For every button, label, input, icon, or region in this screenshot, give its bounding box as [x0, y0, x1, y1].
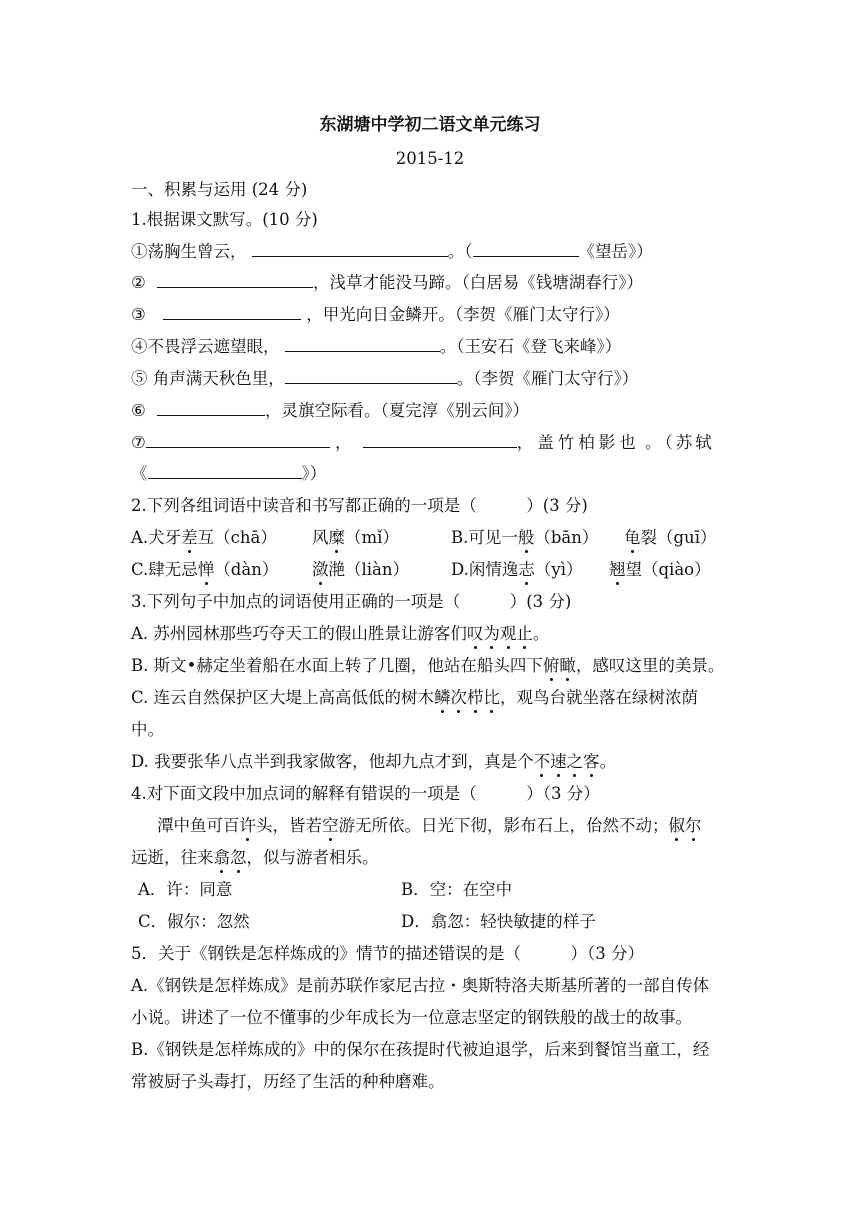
q4-option-d[interactable]: D．翕忽：轻快敏捷的样子	[401, 912, 596, 931]
q5-option-b-cont: 常被厨子头毒打，历经了生活的种种磨难。	[131, 1072, 445, 1091]
dotted-phrase	[534, 752, 600, 771]
q1-l7-comma: ，	[335, 433, 352, 452]
question-2-stem: 2.下列各组词语中读音和书写都正确的一项是（ ）(3 分)	[131, 496, 588, 515]
dotted-char: 志	[518, 560, 535, 579]
q1-l2-num: ②	[131, 273, 146, 292]
page-title: 东湖塘中学初二语文单元练习	[319, 115, 541, 135]
q1-l8-open: 《	[131, 464, 148, 483]
dotted-char: 叹	[466, 624, 484, 643]
dotted-char: 潋	[312, 560, 329, 579]
answer-blank[interactable]	[285, 368, 457, 384]
dotted-char: 客	[583, 752, 600, 771]
dotted-char: 为	[483, 624, 500, 643]
q1-l5-text: ⑤ 角声满天秋色里，	[131, 369, 285, 388]
q1-l6-num: ⑥	[131, 401, 146, 420]
dotted-phrase	[322, 816, 339, 835]
q3-option-c[interactable]: C. 连云自然保护区大堤上高高低低的树木鳞次栉比，观鸟台就坐落在绿树浓荫	[131, 688, 699, 707]
dotted-phrase	[214, 848, 247, 867]
answer-blank[interactable]	[157, 400, 265, 416]
q1-l4-text: ④不畏浮云遮望眼，	[131, 337, 280, 356]
answer-blank[interactable]	[157, 272, 313, 288]
q2-option-d[interactable]: D.闲情逸志（yì）	[451, 560, 583, 579]
q1-l1-source: 《望岳》）	[578, 242, 653, 261]
page-date: 2015-12	[395, 149, 465, 168]
dotted-phrase	[434, 688, 500, 707]
dotted-char: 糜	[328, 528, 345, 547]
q2-option-a[interactable]	[131, 528, 277, 548]
option-text: A.犬牙	[131, 528, 182, 547]
q2-option-a2: 风糜（mǐ）	[312, 528, 399, 547]
dotted-char: 速	[550, 752, 567, 771]
dotted-char: 尔	[685, 816, 702, 835]
q1-l7-num: ⑦	[131, 433, 146, 452]
dotted-char: 龟	[624, 528, 641, 547]
q1-line-1	[131, 241, 653, 262]
dotted-char: 观	[499, 624, 517, 643]
dotted-char: 惮	[197, 560, 215, 579]
dotted-char: 差	[181, 528, 198, 547]
q3-option-a[interactable]: A. 苏州园林那些巧夺天工的假山胜景让游客们叹为观止。	[131, 624, 550, 643]
dotted-phrase	[543, 656, 576, 675]
dotted-char: 次	[450, 688, 468, 707]
q5-option-b[interactable]: B.《钢铁是怎样炼成的》中的保尔在孩提时代被迫退学，后来到餐馆当童工，经	[131, 1040, 710, 1059]
answer-blank[interactable]	[473, 241, 579, 257]
option-text: 互（chā）	[197, 528, 277, 547]
q2-option-c[interactable]: C.肆无忌惮（dàn）	[131, 560, 279, 579]
q4-passage-2: 远逝，往来翕忽，似与游者相乐。	[131, 848, 379, 867]
q1-l8-close: 》）	[301, 464, 327, 483]
dotted-char: 瞰	[559, 656, 576, 675]
q1-l7-source: 。（苏轼	[645, 433, 715, 452]
q1-line-3	[131, 304, 620, 325]
q1-l1-mid: 。（	[447, 242, 473, 261]
q1-l7-text: ，盖竹柏影也	[516, 433, 640, 452]
dotted-char: 忽	[230, 848, 247, 867]
dotted-char: 鳞	[434, 688, 451, 707]
q2-option-b2: 龟裂（guī）	[624, 528, 717, 547]
dotted-char: 止	[516, 624, 533, 643]
q1-l2-text: ，浅草才能没马蹄。（白居易《钱塘湖春行》）	[313, 273, 644, 292]
q5-option-a[interactable]: A.《钢铁是怎样炼成》是前苏联作家尼古拉・奥斯特洛夫斯基所著的一部自传体	[131, 976, 710, 995]
section-heading: 一、积累与运用 (24 分)	[131, 180, 308, 199]
answer-blank[interactable]	[363, 432, 517, 448]
dotted-phrase	[467, 624, 533, 643]
q1-l5-source: 。（李贺《雁门太守行》）	[456, 369, 639, 388]
q4-option-c[interactable]: C．俶尔：忽然	[138, 912, 250, 931]
q4-option-a[interactable]: A．许：同意	[138, 880, 233, 899]
answer-blank[interactable]	[148, 463, 302, 479]
dotted-char: 许	[239, 816, 256, 835]
q3-option-d[interactable]: D. 我要张华八点半到我家做客，他却九点才到，真是个不速之客。	[131, 752, 617, 771]
answer-blank[interactable]	[285, 336, 440, 352]
q1-line-5	[131, 368, 638, 389]
dotted-char: 空	[322, 816, 339, 835]
q2-option-b[interactable]: B.可见一般（bān）	[451, 528, 599, 547]
answer-blank[interactable]	[252, 241, 448, 257]
q4-passage-1: 潭中鱼可百许头，皆若空游无所依。日光下彻，影布石上，佁然不动；俶尔	[157, 816, 702, 835]
q4-option-b[interactable]: B．空：在空中	[401, 880, 513, 899]
dotted-char: 栉	[467, 688, 484, 707]
q3-option-c-cont: 中。	[131, 720, 164, 739]
q1-line-6	[131, 400, 529, 421]
question-5-stem: 5．关于《钢铁是怎样炼成的》情节的描述错误的是（ ）（3 分）	[131, 944, 644, 963]
question-4-stem: 4.对下面文段中加点词的解释有错误的一项是（ ）（3 分）	[131, 784, 600, 803]
answer-blank[interactable]	[163, 304, 301, 320]
q1-l3-text: ，甲光向日金鳞开。（李贺《雁门太守行》）	[306, 305, 620, 324]
dotted-char: 俶	[668, 816, 685, 835]
question-1-stem: 1.根据课文默写。(10 分)	[131, 210, 318, 229]
q1-line-2	[131, 272, 643, 293]
q2-option-d2: 翘望（qiào）	[609, 560, 711, 579]
dotted-char: 之	[566, 752, 584, 771]
dotted-phrase	[669, 816, 702, 835]
dotted-char: 不	[533, 752, 551, 771]
dotted-char: 翘	[609, 560, 626, 579]
dotted-char: 般	[517, 528, 535, 547]
q1-line-4	[131, 336, 621, 357]
dotted-char: 比	[483, 688, 501, 707]
q1-l1-text: ①荡胸生曾云，	[131, 242, 247, 261]
answer-blank[interactable]	[146, 432, 330, 448]
q1-line-7	[131, 432, 715, 453]
dotted-char: 俯	[542, 656, 560, 675]
q1-l6-text: ，灵旗空际看。（夏完淳《别云间》）	[265, 401, 530, 420]
q1-l4-source: 。（王安石《登飞来峰》）	[439, 337, 622, 356]
dotted-char: 翕	[213, 848, 230, 867]
q5-option-a-cont: 小说。讲述了一位不懂事的少年成长为一位意志坚定的钢铁般的战士的故事。	[131, 1008, 692, 1027]
q2-option-c2: 潋滟（liàn）	[312, 560, 410, 579]
dotted-phrase	[240, 816, 257, 835]
q1-l3-num: ③	[131, 305, 146, 324]
q1-line-8	[131, 463, 326, 484]
q3-option-b[interactable]: B. 斯文•赫定坐着船在水面上转了几圈，他站在船头四下俯瞰，感叹这里的美景。	[131, 656, 725, 675]
question-3-stem: 3.下列句子中加点的词语使用正确的一项是（ ）(3 分)	[131, 592, 572, 611]
